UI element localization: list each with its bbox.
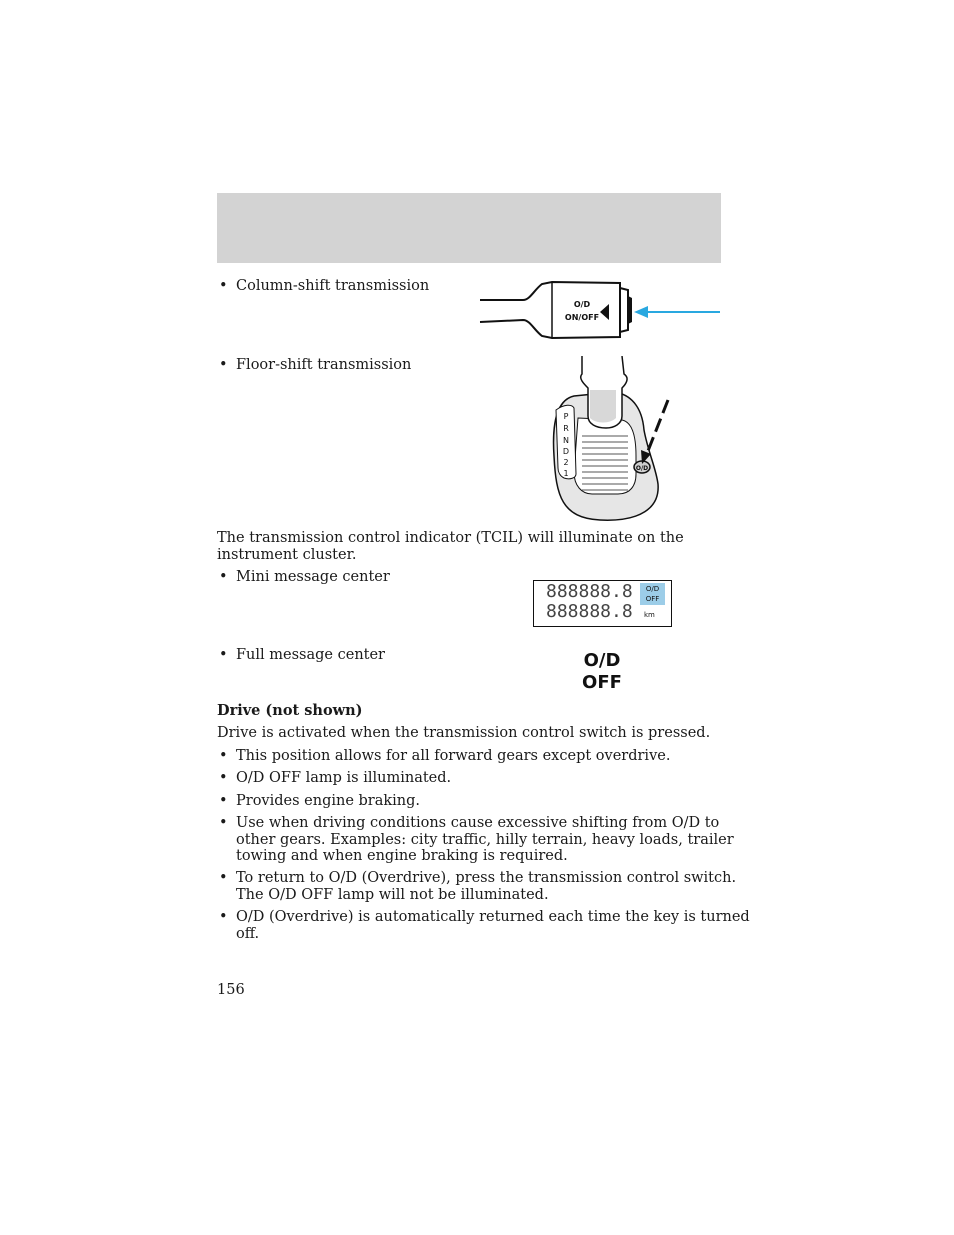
od-button-label: O/D [635, 465, 649, 472]
pointer-arrow-icon [634, 306, 648, 318]
drive-intro: Drive is activated when the transmission control switch is pressed. [217, 725, 711, 741]
mini-message-center-display [533, 580, 672, 627]
page-number: 156 [217, 982, 245, 998]
bullet-dot: • [219, 909, 228, 925]
floor-shift-console-illustration [548, 356, 678, 524]
bullet-text-line-1: O/D (Overdrive) is automatically returned each time the key is turned [236, 909, 750, 925]
section-header-band [217, 193, 721, 263]
gear-d: D [562, 447, 570, 456]
bullet-dot: • [219, 647, 228, 663]
digit-row-1: 888888.8 [546, 581, 633, 602]
bullet-dot: • [219, 278, 228, 294]
shifter-handle-shading [590, 390, 616, 423]
tcil-paragraph-line-1: The transmission control indicator (TCIL) will illuminate on the [217, 530, 684, 546]
pointer-dashed-arrow-line [646, 400, 668, 456]
gear-r: R [563, 424, 569, 433]
digit-row-2: 888888.8 [546, 601, 633, 622]
bullet-text: Full message center [236, 647, 385, 663]
lever-tip-ring [620, 288, 628, 332]
bullet-text: Mini message center [236, 569, 390, 585]
lever-label-od: O/D [573, 300, 591, 309]
bullet-text: Column-shift transmission [236, 278, 430, 294]
bullet-text-line-3: towing and when engine braking is required. [236, 848, 568, 864]
bullet-dot: • [219, 748, 228, 764]
unit-label: km [644, 611, 655, 619]
bullet-text: Floor-shift transmission [236, 357, 412, 373]
bullet-text: This position allows for all forward gears except overdrive. [236, 748, 671, 764]
lever-button-end [628, 296, 632, 324]
lever-outline [480, 282, 620, 338]
bullet-dot: • [219, 870, 228, 886]
bullet-dot: • [219, 569, 228, 585]
gear-n: N [563, 436, 569, 445]
bullet-text-line-2: The O/D OFF lamp will not be illuminated. [236, 887, 549, 903]
bullet-text-line-1: Use when driving conditions cause excessive shifting from O/D to [236, 815, 720, 831]
bullet-text-line-2: other gears. Examples: city traffic, hilly terrain, heavy loads, trailer [236, 832, 734, 848]
od-off-lamp [640, 583, 665, 605]
bullet-dot: • [219, 815, 228, 831]
column-shift-lever-illustration [478, 278, 723, 342]
display-line-1: O/D [583, 650, 621, 671]
bullet-text: O/D OFF lamp is illuminated. [236, 770, 452, 786]
bullet-dot: • [219, 770, 228, 786]
gear-p: P [563, 412, 569, 421]
console-inner-panel [574, 418, 636, 494]
bullet-dot: • [219, 793, 228, 809]
drive-heading: Drive (not shown) [217, 702, 363, 719]
gear-2: 2 [563, 458, 569, 467]
tcil-paragraph-line-2: instrument cluster. [217, 547, 357, 563]
gear-1: 1 [563, 469, 569, 478]
display-line-2: OFF [582, 672, 622, 693]
bullet-text-line-1: To return to O/D (Overdrive), press the transmission control switch. [236, 870, 737, 886]
full-message-center-display [560, 650, 644, 694]
bullet-text: Provides engine braking. [236, 793, 421, 809]
lamp-line-1: O/D [645, 585, 660, 593]
lever-label-onoff: ON/OFF [564, 313, 600, 322]
lamp-line-2: OFF [645, 595, 660, 603]
bullet-text-line-2: off. [236, 926, 260, 942]
bullet-dot: • [219, 357, 228, 373]
